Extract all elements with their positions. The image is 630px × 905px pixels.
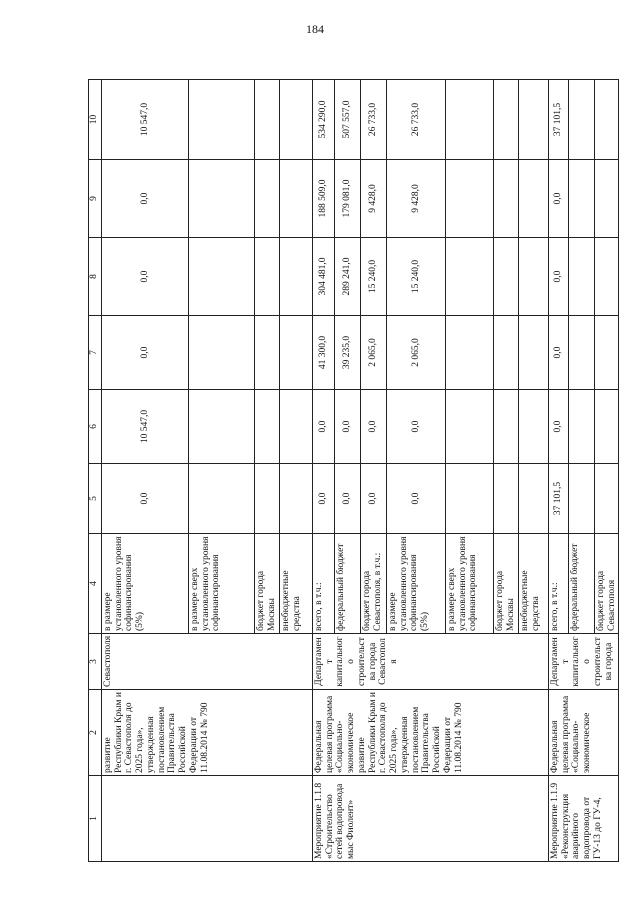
value-cell: 0,0 bbox=[361, 464, 387, 534]
value-cell: 0,0 bbox=[313, 464, 335, 534]
value-cell bbox=[569, 464, 595, 534]
value-cell bbox=[255, 238, 280, 316]
value-cell bbox=[569, 160, 595, 238]
value-cell: 2 065,0 bbox=[361, 316, 387, 390]
value-cell: 37 101,5 bbox=[549, 80, 569, 160]
value-cell bbox=[595, 80, 619, 160]
value-cell bbox=[519, 80, 549, 160]
col-header: 10 bbox=[89, 80, 102, 160]
value-cell bbox=[280, 238, 313, 316]
value-cell bbox=[446, 238, 494, 316]
value-cell: 0,0 bbox=[102, 160, 189, 238]
program-cell: Федеральная целевая программа «Социально-экономическое bbox=[549, 690, 619, 776]
source-cell: в размере сверх установленного уровня софинансирования bbox=[189, 534, 255, 634]
value-cell bbox=[494, 80, 519, 160]
value-cell bbox=[446, 160, 494, 238]
value-cell bbox=[189, 160, 255, 238]
value-cell bbox=[595, 238, 619, 316]
value-cell: 9 428,0 bbox=[361, 160, 387, 238]
value-cell: 26 733,0 bbox=[387, 80, 446, 160]
executor-cell: Севастополя bbox=[102, 634, 313, 690]
column-number-row bbox=[89, 80, 102, 862]
table-row bbox=[549, 80, 569, 862]
value-cell: 179 081,0 bbox=[335, 160, 361, 238]
value-cell bbox=[569, 80, 595, 160]
value-cell: 39 235,0 bbox=[335, 316, 361, 390]
program-cell: Федеральная целевая программа «Социально-экономическое развитие Республики Крым и г. Севастополя до 2025 года», утвержденная постановлением Правительства Российской Федерации от 11.08.2014 № 790 bbox=[313, 690, 549, 776]
source-cell: внебюджетные средства bbox=[280, 534, 313, 634]
value-cell bbox=[569, 238, 595, 316]
value-cell bbox=[494, 238, 519, 316]
value-cell: 0,0 bbox=[549, 316, 569, 390]
value-cell bbox=[189, 238, 255, 316]
source-cell: всего, в т.ч.: bbox=[313, 534, 335, 634]
value-cell bbox=[519, 390, 549, 464]
source-cell: в размере сверх установленного уровня софинансирования bbox=[446, 534, 494, 634]
value-cell bbox=[255, 316, 280, 390]
source-cell: федеральный бюджет bbox=[569, 534, 595, 634]
value-cell bbox=[255, 80, 280, 160]
source-cell: бюджет города Москвы bbox=[494, 534, 519, 634]
rotated-table-container bbox=[88, 80, 617, 862]
table-row bbox=[102, 80, 189, 862]
col-header: 1 bbox=[89, 776, 102, 862]
col-header: 7 bbox=[89, 316, 102, 390]
financing-table bbox=[88, 79, 619, 862]
value-cell bbox=[446, 464, 494, 534]
executor-cell: Департамент капитального строительства города Севастополя bbox=[313, 634, 549, 690]
program-cell: развитие Республики Крым и г. Севастополя до 2025 года», утвержденная постановлением Правительства Российской Федерации от 11.08.2014 № 790 bbox=[102, 690, 313, 776]
value-cell bbox=[189, 390, 255, 464]
source-cell: внебюджетные средства bbox=[519, 534, 549, 634]
col-header: 2 bbox=[89, 690, 102, 776]
col-header: 5 bbox=[89, 464, 102, 534]
measure-cell-empty bbox=[102, 776, 313, 862]
value-cell bbox=[280, 160, 313, 238]
value-cell bbox=[519, 238, 549, 316]
value-cell bbox=[189, 464, 255, 534]
value-cell bbox=[280, 464, 313, 534]
value-cell bbox=[494, 464, 519, 534]
value-cell: 10 547,0 bbox=[102, 80, 189, 160]
value-cell: 0,0 bbox=[549, 160, 569, 238]
value-cell bbox=[446, 316, 494, 390]
value-cell bbox=[595, 160, 619, 238]
measure-name-cell: Мероприятие 1.1.8 «Строительство сетей водопровода мыс Фиолент» bbox=[313, 776, 549, 862]
col-header: 9 bbox=[89, 160, 102, 238]
col-header: 8 bbox=[89, 238, 102, 316]
value-cell bbox=[446, 80, 494, 160]
table-row bbox=[313, 80, 335, 862]
value-cell bbox=[595, 464, 619, 534]
value-cell bbox=[280, 80, 313, 160]
value-cell: 15 240,0 bbox=[387, 238, 446, 316]
value-cell bbox=[569, 390, 595, 464]
value-cell: 534 290,0 bbox=[313, 80, 335, 160]
col-header: 4 bbox=[89, 534, 102, 634]
value-cell: 41 300,0 bbox=[313, 316, 335, 390]
source-cell: всего, в т.ч.: bbox=[549, 534, 569, 634]
value-cell: 0,0 bbox=[387, 464, 446, 534]
value-cell bbox=[446, 390, 494, 464]
value-cell bbox=[280, 316, 313, 390]
value-cell bbox=[519, 160, 549, 238]
value-cell bbox=[595, 316, 619, 390]
value-cell: 0,0 bbox=[361, 390, 387, 464]
value-cell: 188 509,0 bbox=[313, 160, 335, 238]
value-cell: 0,0 bbox=[335, 390, 361, 464]
value-cell bbox=[595, 390, 619, 464]
value-cell: 15 240,0 bbox=[361, 238, 387, 316]
value-cell: 26 733,0 bbox=[361, 80, 387, 160]
page-number: 184 bbox=[306, 22, 324, 36]
source-cell: в размере установленного уровня софинансирования (5%) bbox=[387, 534, 446, 634]
value-cell bbox=[255, 160, 280, 238]
value-cell: 0,0 bbox=[102, 464, 189, 534]
value-cell: 0,0 bbox=[102, 238, 189, 316]
measure-name-cell: Мероприятие 1.1.9 «Реконструкция аварийного водопровода от ГУ-13 до ГУ-4, bbox=[549, 776, 619, 862]
source-cell: бюджет города Севастополя bbox=[595, 534, 619, 634]
col-header: 3 bbox=[89, 634, 102, 690]
value-cell bbox=[255, 390, 280, 464]
value-cell bbox=[255, 464, 280, 534]
value-cell bbox=[494, 160, 519, 238]
value-cell: 37 101,5 bbox=[549, 464, 569, 534]
value-cell: 289 241,0 bbox=[335, 238, 361, 316]
value-cell: 2 065,0 bbox=[387, 316, 446, 390]
value-cell bbox=[280, 390, 313, 464]
value-cell bbox=[494, 390, 519, 464]
value-cell: 0,0 bbox=[387, 390, 446, 464]
value-cell: 0,0 bbox=[335, 464, 361, 534]
source-cell: федеральный бюджет bbox=[335, 534, 361, 634]
executor-cell: Департамент капитального строительства города bbox=[549, 634, 619, 690]
value-cell bbox=[189, 80, 255, 160]
source-cell: бюджет города Москвы bbox=[255, 534, 280, 634]
value-cell: 0,0 bbox=[549, 390, 569, 464]
col-header: 6 bbox=[89, 390, 102, 464]
value-cell: 0,0 bbox=[102, 316, 189, 390]
source-cell: бюджет города Севастополя, в т.ч.: bbox=[361, 534, 387, 634]
value-cell: 507 557,0 bbox=[335, 80, 361, 160]
value-cell bbox=[189, 316, 255, 390]
value-cell bbox=[569, 316, 595, 390]
value-cell: 9 428,0 bbox=[387, 160, 446, 238]
value-cell: 304 481,0 bbox=[313, 238, 335, 316]
value-cell bbox=[494, 316, 519, 390]
source-cell: в размере установленного уровня софинансирования (5%) bbox=[102, 534, 189, 634]
value-cell: 0,0 bbox=[313, 390, 335, 464]
value-cell: 10 547,0 bbox=[102, 390, 189, 464]
value-cell bbox=[519, 316, 549, 390]
value-cell: 0,0 bbox=[549, 238, 569, 316]
value-cell bbox=[519, 464, 549, 534]
